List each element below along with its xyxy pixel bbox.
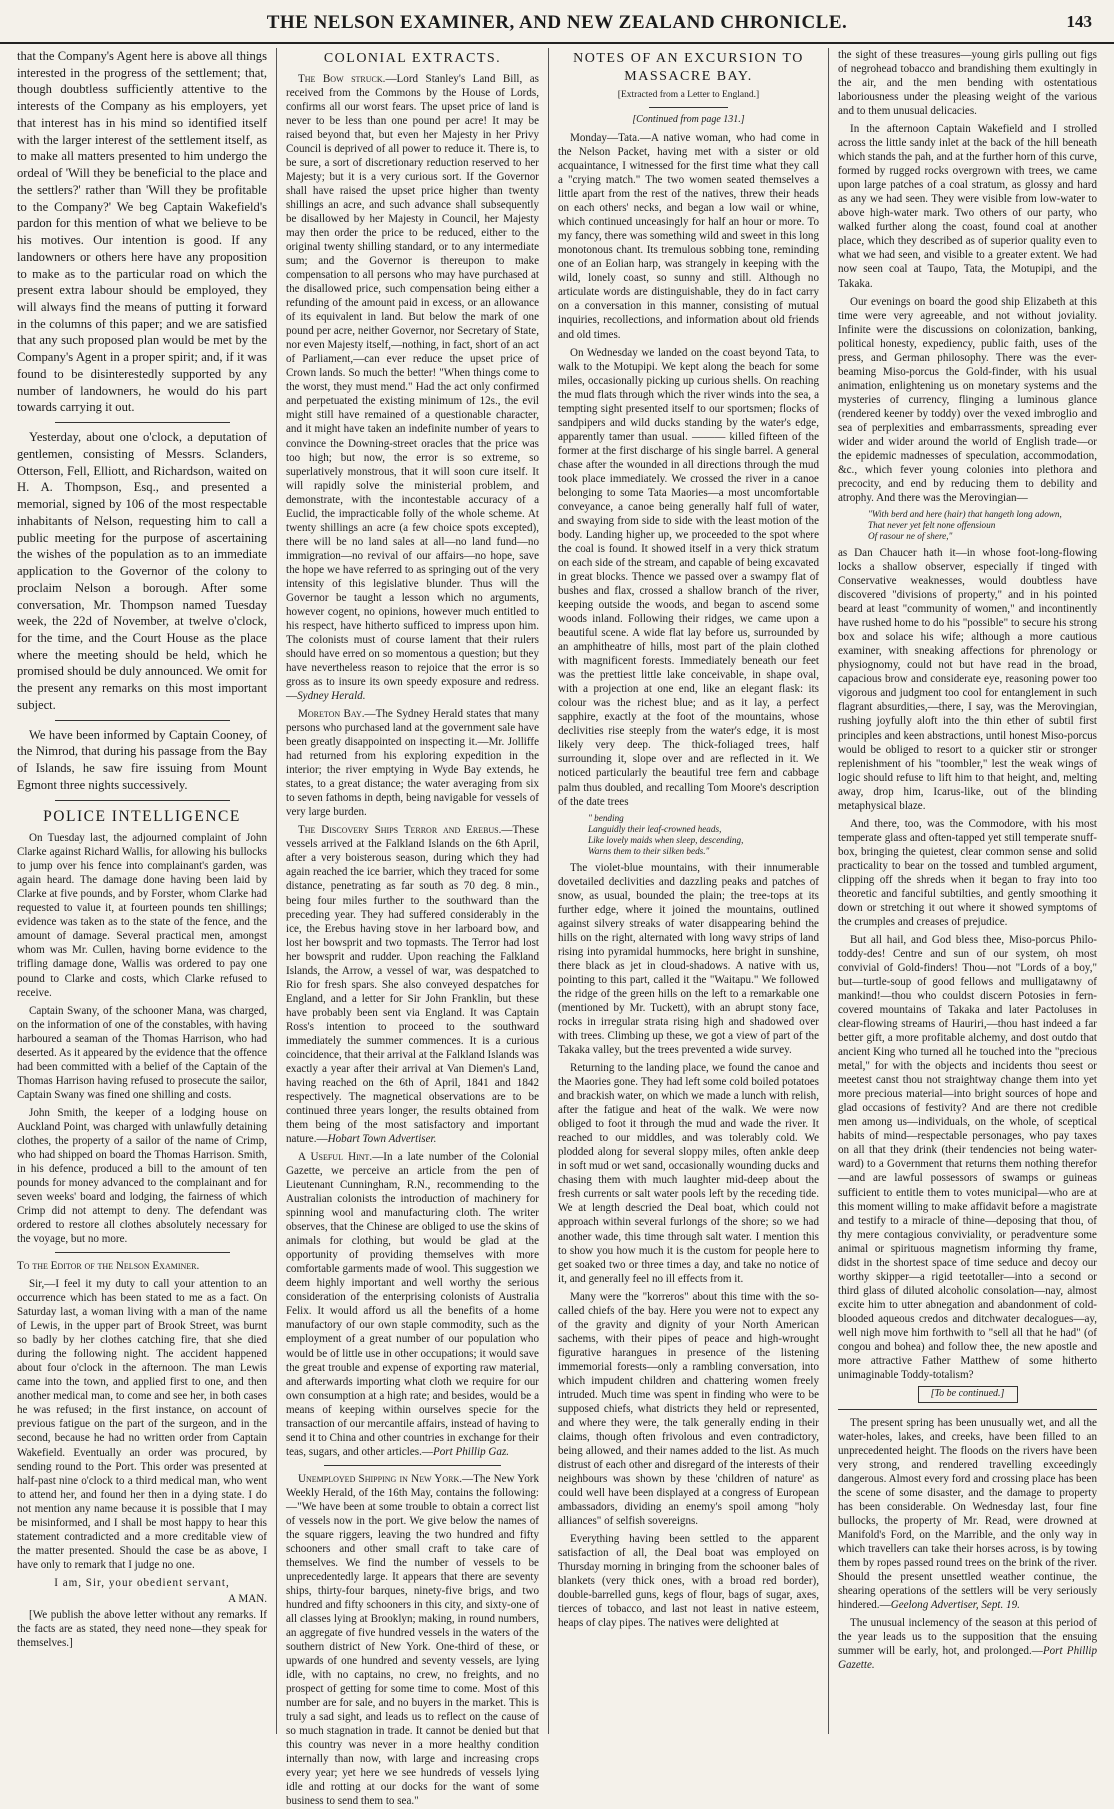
letter-signature: A MAN.: [228, 1592, 267, 1605]
extract-useful-hint: [286, 1150, 539, 1459]
excursion-paragraph: The violet-blue mountains, with their innumerable dovetailed declivities and dazzling peaks and patches of snow, as usual, bounded the plain; the tree-tops at its further edge, where it joined the mountains, outlined against silvery streaks of water disappearing behind the hills on the right, alternated with long wavy strips of land rising into pyramidal hummocks, here bright in sunshine, there black as jet in cloud-shadows. A native with us, pointing to this part, called it the "Waitapu." We followed the ridge of the green hills on the left to a remarkable one (mentioned by Mr. Tuckett), with an abrupt stony face, rocks in irregular strata rising high and shadowed over with trees. Climbing up these, we got a view of part of the Takaka valley, but the trees prevented a wide survey.: [558, 861, 819, 1057]
newspaper-title: THE NELSON EXAMINER, AND NEW ZEALAND CHRONICLE.: [266, 12, 848, 33]
excursion-paragraph: Everything having been settled to the apparent satisfaction of all, the Deal boat was employed on Thursday morning in bringing from the schooner bales of blankets (very thick ones, with a broad red border), double-barrelled guns, kegs of flour, bags of sugar, axes, tierces of tobacco, and last not least in native esteem, heaps of clay pipes. The natives were delighted at: [558, 1533, 819, 1630]
letter-body: Sir,—I feel it my duty to call your attention to an occurrence which has been stated to me as a fact. On Saturday last, a woman living with a man of the name of Lewis, in the upper part of Brook Street, was burnt so badly by her clothes catching fire, that she died during the following night. The accident happened about four o'clock in the afternoon. The man Lewis came into the town, and applied first to one, and then another medical man, to come and see her, in both cases he was refused; in the first instance, on account of previous fatigue on the part of the surgeon, and in the second, because he had no written order from Captain Wakefield. Eventually an order was procured, by sending round to the Port. This order was presented at half-past nine o'clock to a third medical man, who went to attend her, and found her then in a dying state. I do not mention any name because it is possible that I may be misinformed, and I shall be most happy to hear this statement contradicted and a more creditable view of the matter presented. Should the case be as above, I have only to remark that I judge no one.: [17, 1278, 267, 1571]
extract-body: —In a late number of the Colonial Gazette, we perceive an article from the pen of Lieutenant Cunningham, R.N., recommending to the Australian colonists the introduction of machinery for spinning wool and manufacturing cloth. The writer observes, that the Chinese are obliged to use the skins of animals for clothing, but would be glad at the opportunity of providing themselves with more comfortable garments made of wool. This suggestion we deem highly important and well worthy the serious consideration of the enterprising colonists of Australia Felix. It would afford us all the benefits of a home manufactory of our own staple commodity, such as the employment of a great number of our population who would be of little use in other occupations; it would save the great trouble and expense of exporting raw material, and afterwards importing what cloth we require for our own consumption at a high rate; and besides, would be a means of keeping within ourselves specie for the transaction of our mercantile affairs, instead of having to send it to China and other countries in exchange for their teas, sugars, and other articles.—: [286, 1151, 539, 1458]
extract-unemployed-shipping: [286, 1472, 539, 1809]
extract-moreton-bay: [286, 707, 539, 819]
page-columns: [8, 48, 1106, 1808]
extract-body: —These vessels arrived at the Falkland Islands on the 6th April, after a very boisterous season, during which they had again reached the ice barrier, which they traced for some distance, penetrating as far south as 70 deg. 8 min., being four miles further to the southward than the preceding year. They had suffered considerably in the ice, the Erebus having stove in her larboard bow, and lost her bowsprit and two topmasts. The Terror had lost her bowsprit and rudder. Upon reaching the Falkland Islands, the Arrow, a vessel of war, was despatched to Rio for fresh spars. She also conveyed despatches for England, and a letter for Sir John Franklin, but these have probably been sent via England. It was Captain Ross's intention to proceed to the southward immediately the summer commences. It is a curious coincidence, that their arrival at the Falkland Islands was exactly a year after their arrival at Van Diemen's Land, having reached on the 6th of April, 1841 and 1842 respectively. The magnetical observations are to be continued three years longer, the results obtained from them being of the most satisfactory and important nature.—: [286, 824, 539, 1146]
police-paragraph: John Smith, the keeper of a lodging house on Auckland Point, was charged with unlawfully detaining clothes, the property of a sailor of the name of Crimp, who had shipped on board the Thomas Harrison. Smith, in his defence, produced a bill to the amount of ten pounds for money advanced to the complainant and for seven weeks' board and lodging, the fairness of which Crimp did not attempt to deny. The defendant was ordered to restore all clothes absolutely necessary for the voyage, but no more.: [17, 1106, 267, 1246]
column-4: [828, 48, 1106, 1734]
extract-lead: A Useful Hint.: [298, 1151, 373, 1164]
extract-lead: Moreton Bay.: [298, 708, 365, 721]
excursion-paragraph: In the afternoon Captain Wakefield and I strolled across the little sandy inlet at the back of the hill beneath which stands the pah, and at the further horn of this curve, formed by rugged rocks overgrown with trees, we came upon large patches of a coal stratum, as glossy and hard as any we had seen. They were visible from low-water to above high-water mark. Two others of our party, who walked further along the coast, found coal at another place, which they described as of superior quality even to what we had seen, and visible to a greater extent. We had now seen coal at Taupo, Tata, the Motupipi, and the Takaka.: [838, 123, 1097, 290]
divider: [55, 1252, 230, 1253]
police-paragraph: Captain Swany, of the schooner Mana, was charged, on the information of one of the constables, with having harboured a seaman of the Thomas Harrison, who had deserted. As it appeared by the evidence that the offence had been committed with a belief of the Captain of the Thomas Harrison having refused to prosecute the sailor, Captain Swany was fined one shilling and costs.: [17, 1004, 267, 1101]
column-3: [548, 48, 828, 1734]
masthead: [0, 0, 1114, 44]
deputation-paragraph: Yesterday, about one o'clock, a deputation of gentlemen, consisting of Messrs. Sclanders, Otterson, Fell, Elliott, and Richardson, waited on H. A. Thompson, Esq., and presented a memorial, signed by 106 of the most respectable inhabitants of Nelson, requesting him to call a public meeting for the purpose of ascertaining the wishes of the population as to an immediate application to the Governor of the colony to proclaim Nelson a borough. After some conversation, Mr. Thompson named Tuesday week, the 22d of November, at twelve o'clock, for the time, and the Court House as the place where the meeting should be held, which he promised should be duly announced. We omit for the present any remarks on this most important subject.: [17, 430, 267, 712]
extract-lead: Unemployed Shipping in New York.: [298, 1472, 463, 1485]
extract-body: —The Sydney Herald states that many persons who purchased land at the government sale have been greatly disappointed on inspecting it.—Mr. Jolliffe had returned from his exploring expedition in the interior; the river emptying in Wyde Bay extends, he states, to a great distance; the water averaging from six to seven fathoms in depth, being navigable for vessels of very large burden.: [286, 708, 539, 819]
weather-paragraph: [838, 1616, 1097, 1672]
agent-article-paragraph: that the Company's Agent here is above all things interested in the progress of the settlement; that, though doubtless sufficiently attentive to the interests of the Company as his employers, yet that interest has in his mind so identified itself with the larger interest of the settlement itself, as to make all matters presented to him undergo the ordeal of 'Will they be beneficial to the place and the settlers?' rather than 'Will they be profitable to the Company?' We beg Captain Wakefield's pardon for this mention of what we believe to be his motives. Our intention is good. If any landowners or others here have any proposition to make as to the particular road on which the present extra labour should be employed, they will always find the means of putting it forward in the columns of this paper; and we are satisfied that any such proposed plan would be met by the Company's Agent in a proper spirit; and, if it was found to be disinterestedly supported by any number of landowners, he would do his part towards carrying it out.: [17, 49, 267, 415]
divider: [55, 800, 230, 801]
to-be-continued-note: [To be continued.]: [918, 1386, 1018, 1403]
divider: [55, 720, 230, 721]
continued-note: [Continued from page 131.]: [632, 114, 745, 126]
police-paragraph: On Tuesday last, the adjourned complaint of John Clarke against Richard Wallis, for allowing his bullocks to jump over his fence into complainant's garden, was again heard. The damage done having been laid by Clarke at five pounds, and by Forster, whom Clarke had requested to value it, at fourteen pounds ten shillings; evidence was taken as to the state of the fence, and the amount of damage. Several practical men, amongst whom was Mr. Cullen, having borne evidence to the trifling damage done, Wallis was ordered to pay one pound to Clarke and costs, which Clarke refused to receive.: [17, 832, 267, 999]
excursion-paragraph: Monday—Tata.—A native woman, who had come in the Nelson Packet, having met with a sister or old acquaintance, I witnessed for the first time what they call a "crying match." The two women seated themselves a little apart from the rest of the natives, threw their heads on each others' necks, and began a low wail or whine, which continued unceasingly for half an hour or more. To my fancy, there was something wild and sweet in this long monotonous chant. Its tremulous sobbing tone, reminding one of an Eolian harp, was strangely in keeping with the wild, lonely coast, so sunny and still. Although no articulate words are distinguishable, they do in fact carry on a conversation in this manner, consisting of mutual inquiries, recollections, and information about old friends and old times.: [558, 132, 819, 341]
extract-body: —The New York Weekly Herald, of the 16th May, contains the following:—"We have been at some trouble to obtain a correct list of vessels now in the port. We give below the names of the square riggers, leaving the two hundred and fifty schooners and other small craft to take care of themselves. We find the number of vessels to be unprecedentedly large. It appears that there are seventy ships, thirty-four barques, ninety-five brigs, and two hundred and fifty schooners in this city, and sixty-one of all classes lying at Brooklyn; making, in round numbers, an aggregate of five hundred vessels in the waters of the southern district of New York. One-third of these, or upwards of one hundred and seventy vessels, are lying idle, with no captains, no crew, no freights, and no prospect of getting for some time to come. Most of this number are for sale, and no buyers in the market. This is truly a sad sight, and leads us to reflect on the cause of so much stagnation in trade. It cannot be denied but that this country was never in a more healthy condition internally than now, with large and increasing crops every year; yet here we see hundreds of vessels lying idle and rotting at our docks for the want of some business to send them to sea.": [286, 1472, 539, 1808]
police-intelligence-heading: POLICE INTELLIGENCE: [43, 807, 241, 825]
mount-egmont-paragraph: We have been informed by Captain Cooney, of the Nimrod, that during his passage from the Bay of Islands, he saw fire issuing from Mount Egmont three nights successively.: [17, 727, 267, 792]
extract-lead: The Bow struck.: [298, 72, 386, 85]
divider: [649, 107, 727, 108]
weather-source: Port Phillip Gazette.: [838, 1645, 1097, 1672]
extract-source: Hobart Town Advertiser.: [327, 1133, 437, 1146]
letter-closing: I am, Sir, your obedient servant,: [54, 1576, 230, 1589]
extract-land-bill: [286, 72, 539, 703]
chaucer-quote: "With berd and here (hair) that hangeth long adown, That never yet felt none offensioun Of rasour ne of shere,": [868, 509, 1062, 542]
excursion-paragraph: And there, too, was the Commodore, with his most temperate glass and often-tapped yet still temperate snuff-box, bringing the quietest, clear common sense and solid practicality to bear on the tossed and tumbled argument, clipping off the shreds when it began to fray into too theoretic and fanciful subtilties, and gently smoothing it down or stretching it out where it showed symptoms of the crumples and creases of prejudice.: [838, 817, 1097, 928]
weather-paragraph: [838, 1416, 1097, 1612]
letter-heading: To the Editor of the Nelson Examiner.: [17, 1260, 200, 1273]
excursion-paragraph: as Dan Chaucer hath it—in whose foot-long-flowing locks a shallow observer, especially if tinged with Conservative weaknesses, would doubtless have discovered "divisions of property," and in his pointed beard at least "community of women," and incontinently have rushed home to do his "possible" to secure his strong box and solace his wife; although a more cautious examiner, with sneaking affections for phrenology or physiognomy, could not but have read in the broad, capacious brow and considerate eye, reasoning power too vigorous and judgment too cool for entanglement in such flagrant absurdities,—there, I say, was the Merovingian, rushing joyfully aloft into the thin ether of subtil first principles and keen abstractions, until honest Miso-porcus would be obliged to resort to a quicker stir or stronger replenishment of his "toombler," lest the weak wings of logic should refuse to lift him to that height, and, melting away, drop him, Icarus-like, out of the blinding metaphysical blaze.: [838, 547, 1097, 812]
divider: [55, 422, 230, 423]
poem-quote: " bending Languidly their leaf-crowned heads, Like lovely maids when sleep, descending, Warns them to their silken beds.": [588, 812, 744, 856]
editor-note: [We publish the above letter without any remarks. If the facts are as stated, they need none—they speak for themselves.]: [17, 1608, 267, 1649]
page-number: 143: [1066, 12, 1092, 31]
weather-body: The unusual inclemency of the season at this period of the year leads us to the supposition that the ensuing summer will be early, hot, and prolonged.—: [838, 1617, 1097, 1658]
divider: [838, 1409, 1097, 1410]
column-1: [8, 48, 276, 1734]
divider: [324, 1465, 501, 1466]
column-2: [276, 48, 548, 1808]
excursion-paragraph: Our evenings on board the good ship Elizabeth at this time were very agreeable, and not without joviality. Infinite were the discussions on colonization, banking, political honesty, expediency, public faith, uses of the press, and German philosophy. There was the ever-beaming Miso-porcus the Gold-finder, with his usual animation, enlightening us on monetary systems and the mysteries of currency, flinging a luminous glance (rendered keener by toddy) over the vexed imbroglio and sea of perplexities and embarrassments, spreading ever wider and wider around the world of English trade—or the epidemic madnesses of speculation, accommodation, &c., which fever young colonies into plethora and precocity, and end by reducing them to debility and atrophy. And there was the Merovingian—: [838, 295, 1097, 504]
extract-body: —Lord Stanley's Land Bill, as received from the Commons by the House of Lords, confirms all our worst fears. The upset price of land is never to be less than one pound per acre! It may be raised beyond that, but even her Majesty in her Privy Council is deprived of all power to reduce it. There is, to be sure, a sort of discretionary reduction reserved to her Majesty; but it is a very curious sort. If the Governor shall have raised the upset price higher than twenty shillings an acre, and such advance shall subsequently be disallowed by her Majesty in Council, her Majesty may then order the price to be reduced, either to the original twenty shilling standard, or to any intermediate sum; and the Governor is thereupon to make compensation to all persons who may have purchased at the disallowed price, such compensation being either a refunding of the amount paid in excess, or an allowance of its equivalent in land. But below the mark of one pound per acre, neither Governor, nor Secretary of State, nor even Majesty itself,—nothing, in fact, short of an act of Parliament,—can ever reduce the upset price of Crown lands. So much the better! "When things come to the worst, they must mend." Had the act only confirmed and perpetuated the existing minimum of 12s., the evil might still have remained of a questionable character, and it might have taken an indefinite number of years to convince the Downing-street oracles that the price was too high; but now, the error is so extreme, so superlatively monstrous, that it will soon cure itself. It will rapidly solve the ministerial problem, and demonstrate, with the incontestable accuracy of a Euclid, the impracticable folly of the whole scheme. At twenty shillings an acre (a few choice spots excepted), there will be no land sales at all—no land fund—no immigration—no revival of our affairs—no hope, save the hope we have referred to as springing out of the very intensity of this legislative blunder. Thus will the Governor be taught a lesson which no arguments, however cogent, no opinions, however much entitled to his respect, have hitherto sufficed to impress upon him. The colonists must of course lament that their rulers should have erred on so momentous a question; but they have nevertheless reason to rejoice that the error is so gross as to insure its own speedy exposure and redress.—: [286, 72, 539, 703]
colonial-extracts-heading: COLONIAL EXTRACTS.: [323, 51, 502, 66]
extract-discovery-ships: [286, 823, 539, 1146]
excursion-extract-note: [Extracted from a Letter to England.]: [617, 90, 760, 101]
excursion-paragraph: Returning to the landing place, we found the canoe and the Maories gone. They had left some cold boiled potatoes and brackish water, on which we made a lunch with relish, after the fatigue and heat of the walk. We were now obliged to foot it through the mud and wade the river. It reached to our middles, and was tolerably cold. We plodded along for several sloppy miles, often ankle deep in soft mud or wet sand, occasionally wounding ducks and chasing them with much laughter mid-deep about the fresh currents or salt water pools left by the receding tide. We at length descried the Deal boat, which could not approach within several furlongs of the shore; so we had another wade, this time through salt water. I mention this to show you how much it is the custom for people here to get soaked two or three times a day, and take no notice of it, and generally feel no ill effects from it.: [558, 1062, 819, 1285]
weather-body: The present spring has been unusually wet, and all the water-holes, lakes, and creeks, have been filled to an unprecedented height. The floods on the rivers have been very strong, and rendered travelling exceedingly dangerous. Almost every ford and crossing place has been the scene of some disaster, and the damage to property has been considerable. On Wednesday last, four fine bullocks, the property of Mr. Read, were drowned at Manifold's Ford, on the Marrible, and the only way in which travellers can take their horses across, is by towing them by ropes passed round trees on the brink of the river. Should the present unsettled weather continue, the shearing operations of the settlers will be very seriously hindered.—: [838, 1416, 1097, 1611]
weather-source: Geelong Advertiser, Sept. 19.: [890, 1598, 1020, 1611]
excursion-heading: NOTES OF AN EXCURSION TO MASSACRE BAY.: [573, 51, 804, 84]
excursion-paragraph: the sight of these treasures—young girls pulling out figs of negrohead tobacco and brandishing them exultingly in the air, and the men bending with ostentatious laboriousness under the pleasing weight of the various and to them unusual delicacies.: [838, 49, 1097, 118]
extract-source: Sydney Herald.: [297, 690, 366, 703]
excursion-paragraph: On Wednesday we landed on the coast beyond Tata, to walk to the Motupipi. We kept along the beach for some miles, occasionally picking up curious shells. On reaching the mud flats through which the river winds into the sea, a tempting sight presented itself to our sportsmen; flocks of sandpipers and wild ducks standing by the water's edge, apparently tamer than usual. ——— killed fifteen of the former at the first discharge of his single barrel. A general chase after the wounded in all directions through the mud took place immediately. We crossed the river in a canoe belonging to some Tata Maories—a most uncomfortable conveyance, a canoe being generally half full of water, and swaying from side to side with the least motion of the body. Landing higher up, we proceeded to the spot where the coal is found. It showed itself in a very thick stratum on each side of the stream, and capable of being excavated in great blocks. Thence we passed over a swampy flat of bushes and flax, crossed a shallow branch of the river, keeping outside the woods, and began to ascend some woods inland. Following their ridges, we came upon a beautiful scene. A wide flat lay before us, surrounded by an amphitheatre of hills, most part of the plain clothed with magnificent forests. Immediately beneath our feet was the prettiest little lake conceivable, in shape oval, with a projection at one end, like an elegant flask: its colour was the richest blue; and as it lay, a perfect sapphire, exactly at the foot of the mountains, whose declivities rise steeply from the water's edge, it is most likely very deep. The thick-foliaged trees, half surrounding it, slope over and are reflected in it. We noticed particularly the beautiful tree fern and cabbage palm thus doubled, and recalling Tom Moore's description of the date trees: [558, 346, 819, 808]
extract-source: Port Phillip Gaz.: [432, 1445, 510, 1458]
excursion-paragraph: But all hail, and God bless thee, Miso-porcus Philo-toddy-des! Centre and sun of our system, oh most convivial of Gold-finders! Thou—not "Lords of a boy," but—turtle-soup of good fellows and mulligatawny of mankind!—thou who couldst discern Potosies in fern-covered mountains of Takaka and later Pactoluses in clear-flowing streams of Hauriri,—thou hast indeed a far better gift, a more profitable alchemy, and dost outdo that ancient King who turned all he touched into the "precious metal," for with the objects and incidents thou seest or meetest canst thou not straightway change them into yet more precious material—into bright sources of hope and glad occasions of festivity? And are there not credible men among us—individuals, on the whole, of sceptical habits of mind—respectable personages, who pay taxes on all that they drink (their tendencies not being water-ward) to a Government that returns them nothing therefor—and are lawful possessors of swamps or guineas sufficient to entitle them to votes municipal—who are at this moment willing to make affidavit before a magistrate and testify to a miracle of thine—deposing that thou, of thy mere contagious conviviality, or peradventure some animal or spirituous magnetism informing thy frame, didst in the shortest space of time seduce and decoy our worthy skipper—a rigid teetotaller—into a second or third glass of diluted alcoholic consolation—nay, almost excite him to utter abnegation and abandonment of cold-blooded aqueous credos and ditchwater decalogues—ay, well nigh move him forthwith to "sell all that he had" (of congou and bohea) and follow thee, the new apostle and more attractive Father Matthew of some hitherto unimaginable Toddy-totalism?: [838, 933, 1097, 1381]
excursion-paragraph: Many were the "korreros" about this time with the so-called chiefs of the bay. Here you were not to expect any of the gravity and dignity of your North American sachems, with their pipes of peace and high-wrought figurative harangues in presence of the listening immemorial forests—only a rambling conversation, into which impudent children and chattering women freely intruded. Much time was spent in finding who were to be supposed chiefs, what districts they held or represented, and where they were, the talk generally ending in their claims, though often frivolous and even contradictory, being allowed, and their names added to the list. As much distrust of each other and disregard of the interests of their neighbours was shown by these 'children of nature' as could well have been displayed at a congress of European ambassadors, dividing an enemy's spoil among "holy alliances" of selfish sovereigns.: [558, 1290, 819, 1528]
extract-lead: The Discovery Ships Terror and Erebus.: [298, 824, 502, 837]
